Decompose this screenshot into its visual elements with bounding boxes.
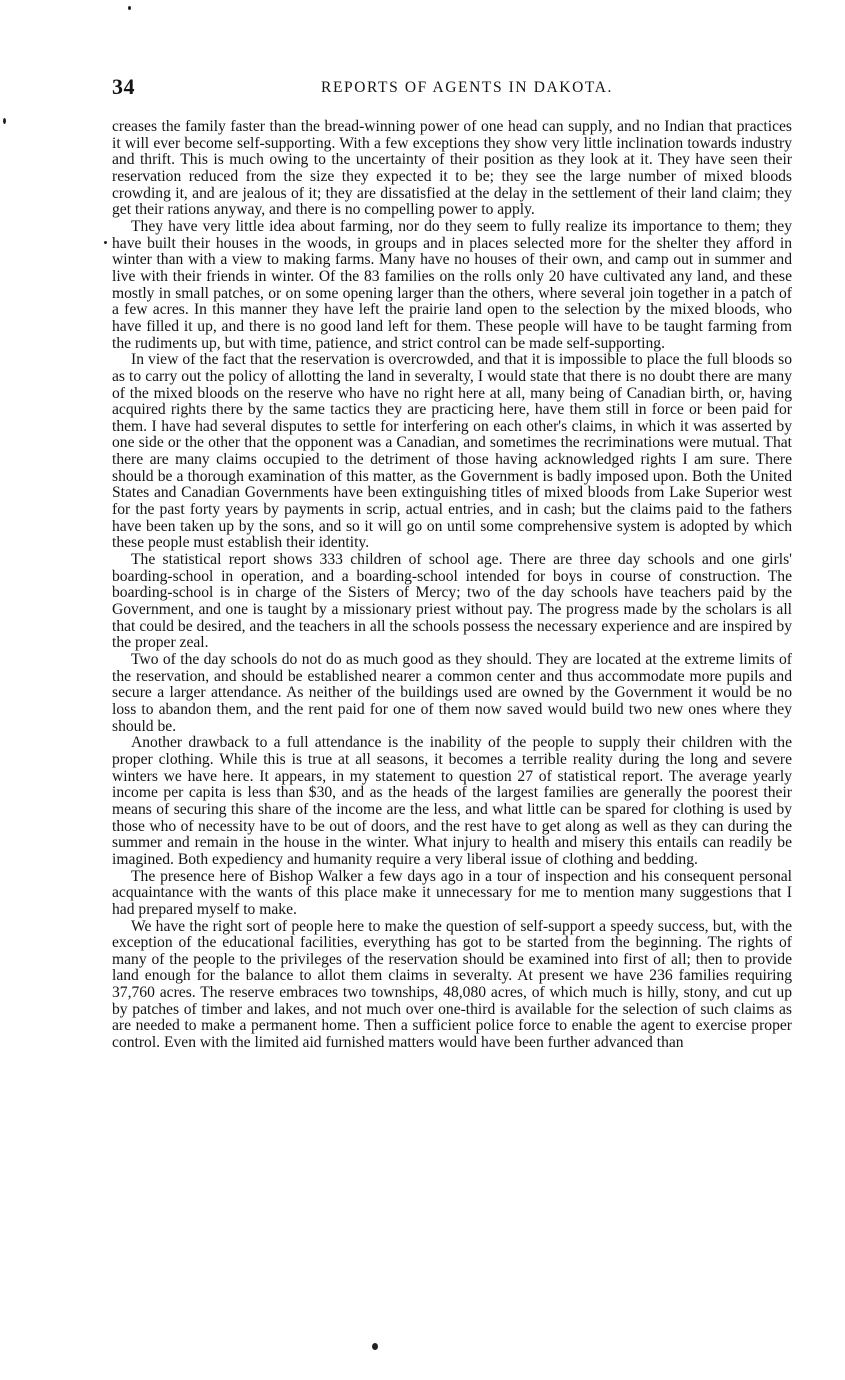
scan-speck [104, 241, 107, 244]
scan-speck [3, 118, 6, 124]
paragraph: In view of the fact that the reservation is overcrowded, and that it is impossible to place the full bloods so as to carry out the policy of allotting the land in severalty, I would state that there is no doubt there are many of the mixed bloods on the reserve who have no right here at all, many being of Canadian birth, or, having acquired rights there by the same tactics they are practicing here, have them still in force or been paid for them. I have had several disputes to settle for interfering on each other's claims, in which it was asserted by one side or the other that the opponent was a Canadian, and sometimes the recriminations were mutual. That there are many claims occupied to the detriment of those having acknowledged rights I am sure. There should be a thorough examination of this matter, as the Government is badly imposed upon. Both the United States and Canadian Governments have been extinguishing titles of mixed bloods from Lake Superior west for the past forty years by payments in scrip, actual entries, and in cash; but the claims paid to the fathers have been taken up by the sons, and so it will go on until some comprehensive system is adopted by which these people must establish their identity. [112, 351, 792, 552]
paragraph: The presence here of Bishop Walker a few days ago in a tour of inspection and his consequent personal acquaintance with the wants of this place make it unnecessary for me to mention many suggestions that I had prepared myself to make. [112, 867, 792, 918]
page-number: 34 [112, 74, 135, 99]
paragraph: Two of the day schools do not do as much good as they should. They are located at the extreme limits of the reservation, and should be established nearer a common center and thus accommodate more pupils and secure a larger attendance. As neither of the buildings used are owned by the Government it would be no loss to abandon them, and the rent paid for one of them now saved would build two new ones where they should be. [112, 651, 792, 735]
paragraph: The statistical report shows 333 children of school age. There are three day schools and one girls' boarding-school in operation, and a boarding-school intended for boys in course of construction. The boarding-school is in charge of the Sisters of Mercy; two of the day schools have teachers paid by the Government, and one is taught by a missionary priest without pay. The progress made by the scholars is all that could be desired, and the teachers in all the schools possess the necessary experience and are inspired by the proper zeal. [112, 551, 792, 652]
scan-speck [372, 1343, 378, 1350]
scan-speck [128, 6, 131, 10]
page-header [112, 74, 792, 104]
paragraph: Another drawback to a full attendance is the inability of the people to supply their children with the proper clothing. While this is true at all seasons, it becomes a terrible reality during the long and severe winters we have here. It appears, in my statement to question 27 of statistical report. The average yearly income per capita is less than $30, and as the heads of the largest families are generally the poorest their means of securing this share of the income are the less, and what little can be spared for clothing is used by those who of necessity have to be out of doors, and the rest have to get along as well as they can during the summer and remain in the house in the winter. What injury to health and misery this entails can readily be imagined. Both expediency and humanity require a very liberal issue of clothing and bedding. [112, 734, 792, 868]
paragraph: creases the family faster than the bread-winning power of one head can supply, and no Indian that practices it will ever become self-supporting. With a few exceptions they show very little inclination towards industry and thrift. This is much owing to the uncertainty of their position as they look at it. They have seen their reservation reduced from the size they expected it to be; they see the large number of mixed bloods crowding it, and are jealous of it; they are dissatisfied at the delay in the settlement of their land claim; they get their rations anyway, and there is no compelling power to apply. [112, 118, 792, 219]
paragraph: They have very little idea about farming, nor do they seem to fully realize its importance to them; they have built their houses in the woods, in groups and in places selected more for the shelter they afford in winter than with a view to making farms. Many have no houses of their own, and camp out in summer and live with their friends in winter. Of the 83 families on the rolls only 20 have cultivated any land, and these mostly in small patches, or on some opening larger than the others, where several join together in a patch of a few acres. In this manner they have left the prairie land open to the selection by the mixed bloods, who have filled it up, and there is no good land left for them. These people will have to be taught farming from the rudiments up, but with time, patience, and strict control can be made self-supporting. [112, 217, 792, 352]
paragraph: We have the right sort of people here to make the question of self-support a speedy success, but, with the exception of the educational facilities, everything has got to be started from the beginning. The rights of many of the people to the privileges of the reservation should be examined into first of all; then to provide land enough for the balance to allot them claims in severalty. At present we have 236 families requiring 37,760 acres. The reserve embraces two townships, 48,080 acres, of which much is hilly, stony, and cut up by patches of timber and lakes, and not much over one-third is available for the selection of such claims as are needed to make a permanent home. Then a sufficient police force to enable the agent to exercise proper control. Even with the limited aid furnished matters would have been further advanced than [112, 917, 792, 1052]
body-text [112, 119, 792, 1052]
running-head: REPORTS OF AGENTS IN DAKOTA. [321, 79, 613, 96]
